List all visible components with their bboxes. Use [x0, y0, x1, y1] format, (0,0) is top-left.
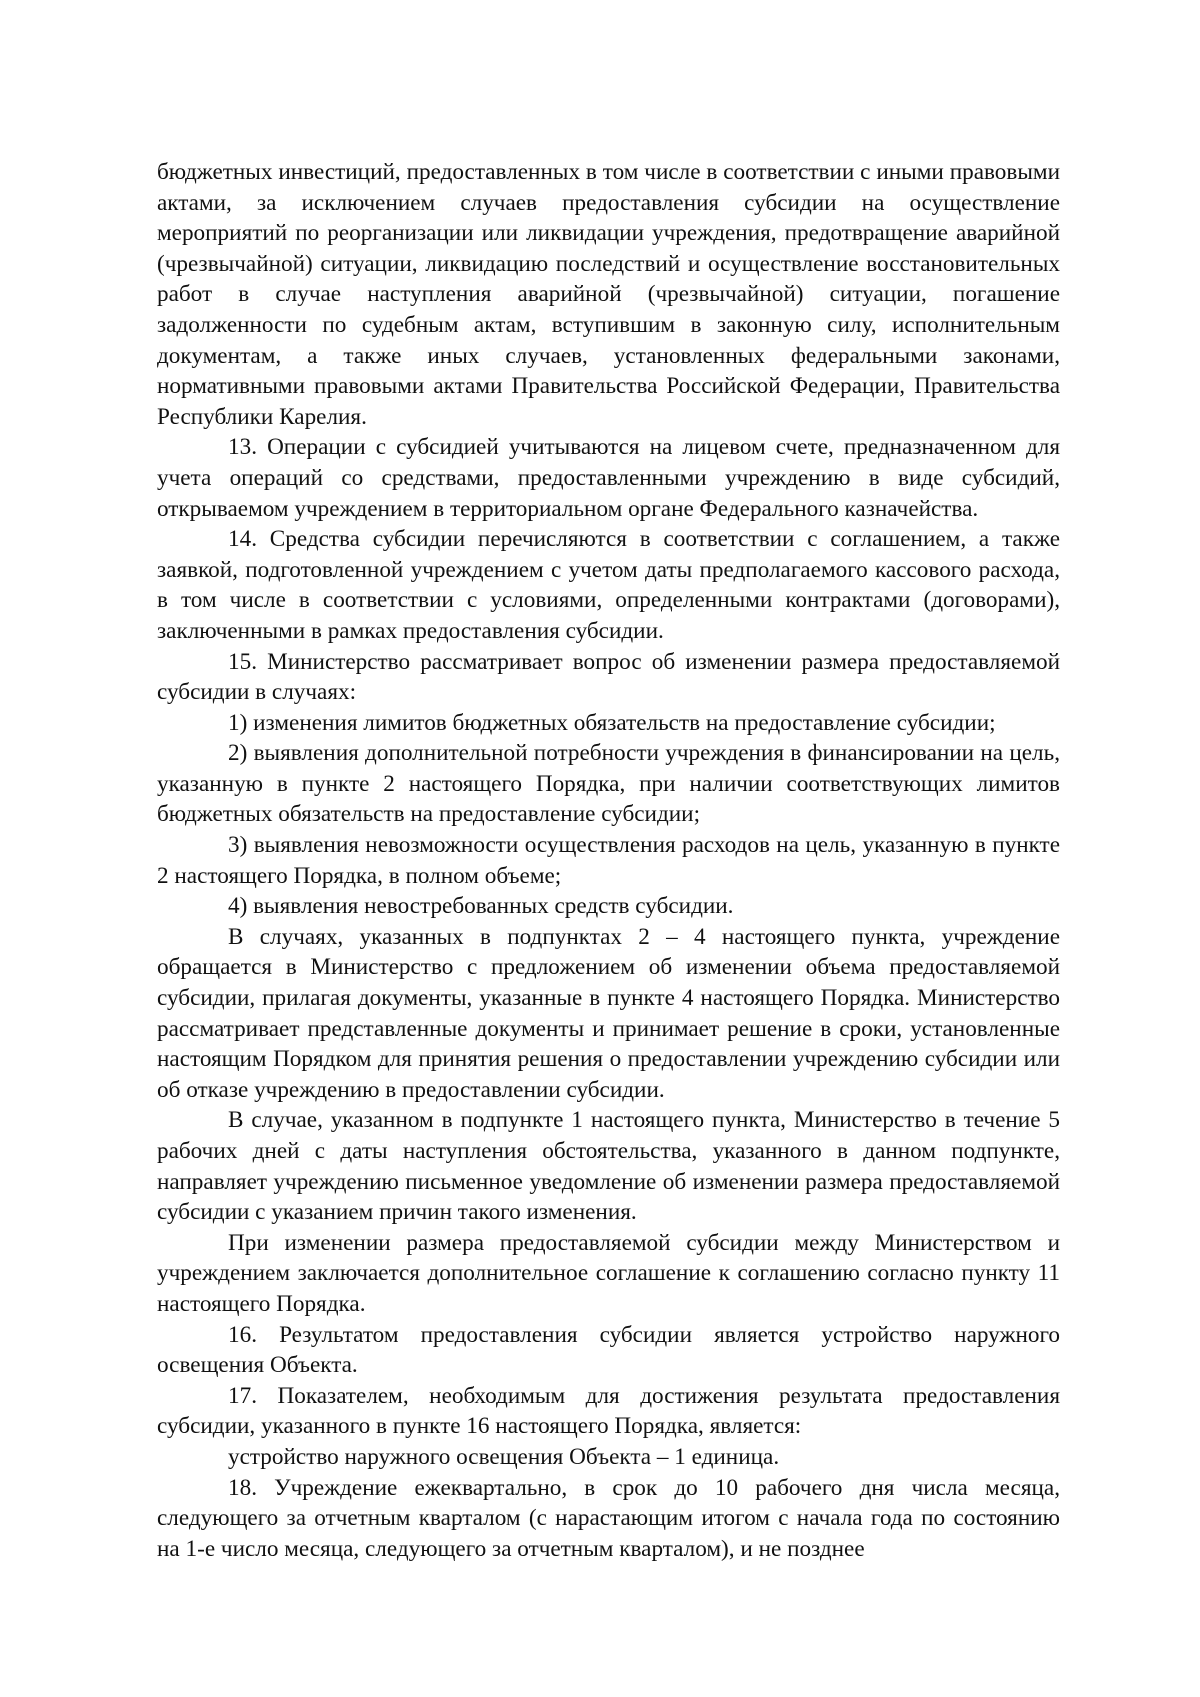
paragraph-budget-investments: бюджетных инвестиций, предоставленных в том числе в соответствии с иными правовыми актами, за исключением случаев предоставления субсидии на осуществление мероприятий по реорганизации или ликвидации учреждения, предотвращение аварийной (чрезвычайной) ситуации, ликвидацию последствий и осуществление восстановительных работ в случае наступления аварийной (чрезвычайной) ситуации, погашение задолженности по судебным актам, вступившим в законную силу, исполнительным документам, а также иных случаев, установленных федеральными законами, нормативными правовыми актами Правительства Российской Федерации, Правительства Республики Карелия.	[157, 159, 1060, 430]
paragraph-15-item-4: 4) выявления невостребованных средств субсидии.	[228, 893, 734, 920]
paragraph-15-item-1: 1) изменения лимитов бюджетных обязательств на предоставление субсидии;	[228, 709, 996, 736]
paragraph-15-item-2: 2) выявления дополнительной потребности учреждения в финансировании на цель, указанную в пункте 2 настоящего Порядка, при наличии соответствующих лимитов бюджетных обязательств на предоставление субсидии;	[157, 740, 1060, 828]
paragraph-13: 13. Операции с субсидией учитываются на лицевом счете, предназначенном для учета операций со средствами, предоставленными учреждению в виде субсидий, открываемом учреждением в территориальном органе Федерального казначейства.	[157, 434, 1060, 522]
paragraph-15-item-3: 3) выявления невозможности осуществления расходов на цель, указанную в пункте 2 настоящего Порядка, в полном объеме;	[157, 832, 1060, 889]
paragraph-15: 15. Министерство рассматривает вопрос об изменении размера предоставляемой субсидии в случаях:	[157, 648, 1060, 706]
paragraph-16: 16. Результатом предоставления субсидии является устройство наружного освещения Объекта.	[157, 1321, 1060, 1379]
paragraph-15-additional-agreement: При изменении размера предоставляемой субсидии между Министерством и учреждением заключается дополнительное соглашение к соглашению согласно пункту 11 настоящего Порядка.	[157, 1229, 1060, 1317]
paragraph-17-indicator: устройство наружного освещения Объекта – 1 единица.	[228, 1443, 780, 1470]
document-page	[157, 157, 1060, 1564]
paragraph-15-case-1: В случае, указанном в подпункте 1 настоящего пункта, Министерство в течение 5 рабочих дней с даты наступления обстоятельства, указанного в данном подпункте, направляет учреждению письменное уведомление об изменении размера предоставляемой субсидии с указанием причин такого изменения.	[157, 1107, 1060, 1226]
paragraph-17: 17. Показателем, необходимым для достижения результата предоставления субсидии, указанного в пункте 16 настоящего Порядка, является:	[157, 1382, 1060, 1440]
paragraph-15-cases-2-4: В случаях, указанных в подпунктах 2 – 4 настоящего пункта, учреждение обращается в Министерство с предложением об изменении объема предоставляемой субсидии, прилагая документы, указанные в пункте 4 настоящего Порядка. Министерство рассматривает представленные документы и принимает решение в сроки, установленные настоящим Порядком для принятия решения о предоставлении учреждению субсидии или об отказе учреждению в предоставлении субсидии.	[157, 923, 1060, 1103]
paragraph-18: 18. Учреждение ежеквартально, в срок до 10 рабочего дня числа месяца, следующего за отчетным кварталом (с нарастающим итогом с начала года по состоянию на 1-е число месяца, следующего за отчетным кварталом), и не позднее	[157, 1474, 1060, 1562]
paragraph-14: 14. Средства субсидии перечисляются в соответствии с соглашением, а также заявкой, подготовленной учреждением с учетом даты предполагаемого кассового расхода, в том числе в соответствии с условиями, определенными контрактами (договорами), заключенными в рамках предоставления субсидии.	[157, 526, 1060, 644]
